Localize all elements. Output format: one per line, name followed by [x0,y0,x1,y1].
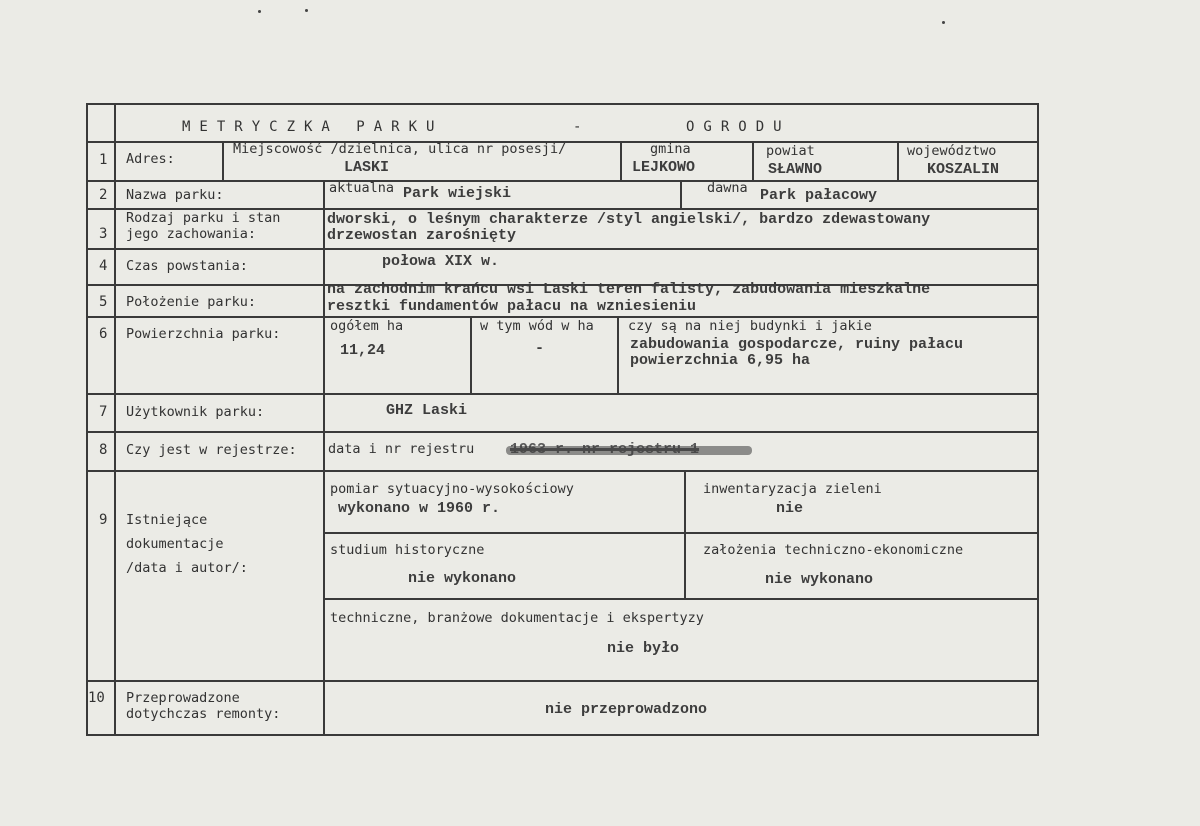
former-name-value: Park pałacowy [760,187,878,204]
greenery-inventory-value: nie [776,500,804,517]
user-label: Użytkownik parku: [126,404,265,420]
historical-study-header: studium historyczne [330,542,485,558]
form-title-right: OGRODU [686,119,791,135]
documentation-label-line2: dokumentacje [126,536,224,552]
technical-economic-header: założenia techniczno-ekonomiczne [703,542,964,558]
row-number: 7 [99,404,108,420]
grid-line [680,180,682,209]
grid-line [222,141,224,181]
renovations-label-line2: dotychczas remonty: [126,706,281,722]
grid-line [86,393,1039,395]
origin-time-label: Czas powstania: [126,258,248,274]
park-type-value-line1: dworski, o leśnym charakterze /styl angielski/, bardzo zdewastowany [327,211,931,228]
grid-line [86,431,1039,433]
current-name-value: Park wiejski [403,185,512,202]
row-number: 2 [99,187,108,203]
row-number: 1 [99,152,108,168]
renovations-label-line1: Przeprowadzone [126,690,240,706]
grid-line [897,141,899,181]
area-label: Powierzchnia parku: [126,326,281,342]
grid-line [86,470,1039,472]
documentation-label-line1: Istniejące [126,512,208,528]
park-type-value-line2: drzewostan zarośnięty [327,227,517,244]
grid-line [323,180,325,736]
survey-header: pomiar sytuacyjno-wysokościowy [330,481,574,497]
row-number: 6 [99,326,108,342]
grid-line [86,103,88,736]
address-value: LASKI [344,159,390,176]
water-area-header: w tym wód w ha [480,318,594,334]
grid-line [470,316,472,394]
buildings-value-line1: zabudowania gospodarcze, ruiny pałacu [630,336,964,353]
powiat-value: SŁAWNO [768,161,823,178]
form-title-left: METRYCZKA PARKU [182,119,444,135]
location-value-line1: na zachodnim krańcu wsi Laski teren falisty, zabudowania mieszkalne [327,281,931,298]
technical-docs-header: techniczne, branżowe dokumentacje i ekspertyzy [330,610,704,626]
grid-line [325,598,1039,600]
park-type-label-line1: Rodzaj parku i stan [126,210,281,226]
wojewodztwo-value: KOSZALIN [927,161,1000,178]
row-number: 8 [99,442,108,458]
row-number: 9 [99,512,108,528]
paper-speck [258,10,261,13]
paper-speck [305,9,308,12]
buildings-value-line2: powierzchnia 6,95 ha [630,352,811,369]
grid-line [752,141,754,181]
wojewodztwo-header: województwo [907,143,997,159]
address-label: Adres: [126,151,175,167]
user-value: GHZ Laski [386,402,468,419]
crossed-out-mark [506,446,752,455]
location-value-line2: resztki fundamentów pałacu na wzniesieniu [327,298,697,315]
row-number: 10 [88,690,105,706]
row-number: 5 [99,294,108,310]
grid-line [86,248,1039,250]
park-type-label-line2: jego zachowania: [126,226,257,242]
row-number: 4 [99,258,108,274]
form-title-dash: - [573,119,591,135]
technical-docs-value: nie było [607,640,680,657]
renovations-value: nie przeprowadzono [545,701,708,718]
grid-line [684,470,686,599]
powiat-header: powiat [766,143,815,159]
total-area-header: ogółem ha [330,318,404,334]
register-label: Czy jest w rejestrze: [126,442,297,458]
grid-line [620,141,622,181]
origin-time-value: połowa XIX w. [382,253,500,270]
park-name-label: Nazwa parku: [126,187,224,203]
technical-economic-value: nie wykonano [765,571,874,588]
historical-study-value: nie wykonano [408,570,517,587]
paper-speck [942,21,945,24]
grid-line [86,680,1039,682]
total-area-value: 11,24 [340,342,386,359]
grid-line [325,532,1039,534]
greenery-inventory-header: inwentaryzacja zieleni [703,481,882,497]
location-label: Położenie parku: [126,294,257,310]
gmina-header: gmina [650,141,691,157]
former-name-header: dawna [707,180,748,196]
grid-line [86,734,1039,736]
buildings-header: czy są na niej budynki i jakie [628,318,872,334]
grid-line [1037,103,1039,736]
documentation-label-line3: /data i autor/: [126,560,248,576]
gmina-value: LEJKOWO [632,159,696,176]
grid-line [114,103,116,736]
water-area-value: - [535,340,545,357]
address-header: Miejscowość /dzielnica, ulica nr posesji/ [233,141,567,157]
survey-value: wykonano w 1960 r. [338,500,501,517]
current-name-header: aktualna [329,180,395,196]
register-header: data i nr rejestru [328,441,475,457]
grid-line [86,103,1039,105]
grid-line [617,316,619,394]
row-number: 3 [99,226,108,242]
